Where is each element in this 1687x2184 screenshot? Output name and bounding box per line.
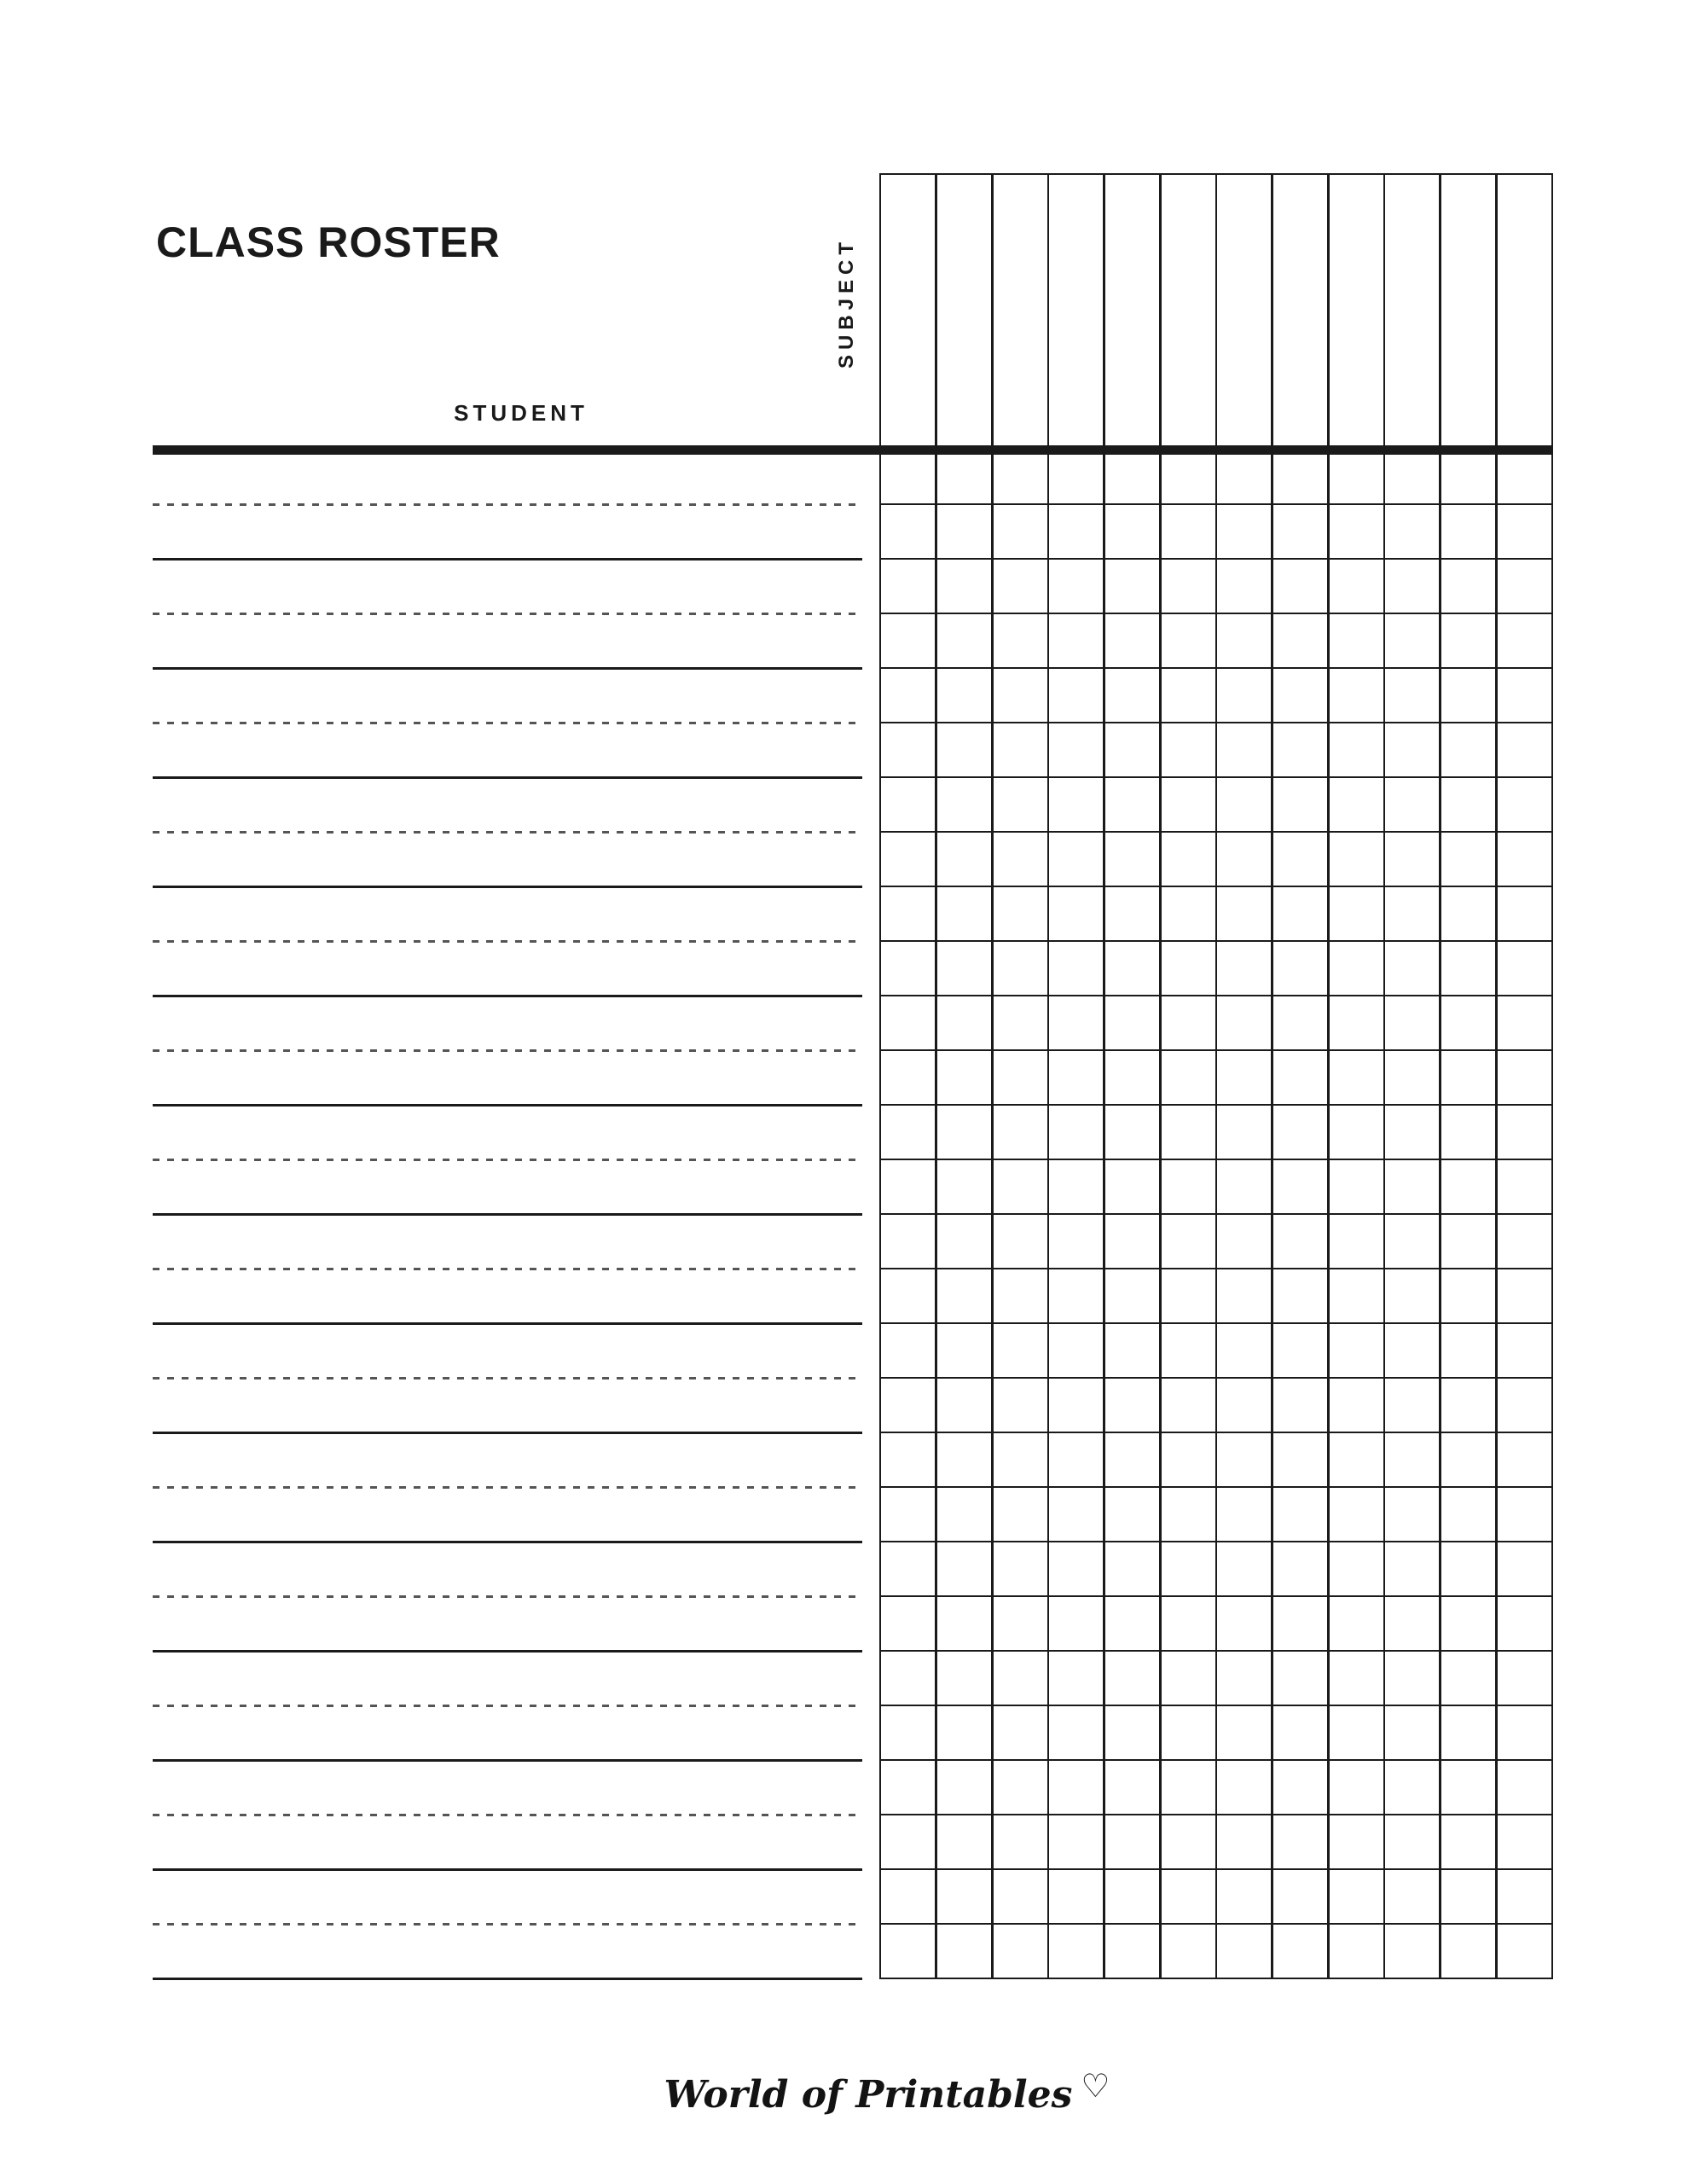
student-name-line xyxy=(153,667,862,670)
student-name-line xyxy=(153,1650,862,1653)
horizontal-grid-line xyxy=(880,722,1552,724)
vertical-grid-line xyxy=(1383,174,1386,1979)
student-name-line xyxy=(153,1868,862,1871)
student-name-line xyxy=(153,1432,862,1434)
student-name-line xyxy=(153,1595,862,1598)
subject-column-header: SUBJECT xyxy=(835,236,858,369)
horizontal-grid-line xyxy=(880,667,1552,670)
student-name-line xyxy=(153,503,862,506)
horizontal-grid-line xyxy=(880,1814,1552,1816)
vertical-grid-line xyxy=(1271,174,1273,1979)
horizontal-grid-line xyxy=(880,1268,1552,1270)
horizontal-grid-line xyxy=(880,613,1552,615)
horizontal-grid-line xyxy=(880,1486,1552,1489)
horizontal-grid-line xyxy=(880,776,1552,779)
vertical-grid-line xyxy=(879,174,882,1979)
brand-logo xyxy=(664,2067,1110,2118)
vertical-grid-line xyxy=(991,174,994,1979)
vertical-grid-line xyxy=(1159,174,1162,1979)
horizontal-grid-line xyxy=(880,1159,1552,1161)
horizontal-grid-line xyxy=(880,558,1552,561)
vertical-grid-line xyxy=(1103,174,1105,1979)
horizontal-grid-line xyxy=(880,1868,1552,1871)
horizontal-grid-line xyxy=(880,1213,1552,1216)
student-name-line xyxy=(153,1486,862,1489)
student-name-line xyxy=(153,1322,862,1325)
horizontal-grid-line xyxy=(880,886,1552,888)
brand-logo-text: World of Printables xyxy=(664,2073,1073,2117)
student-name-line xyxy=(153,1541,862,1543)
student-name-line xyxy=(153,1159,862,1161)
student-name-line xyxy=(153,1978,862,1980)
student-name-line xyxy=(153,613,862,615)
vertical-grid-line xyxy=(1215,174,1218,1979)
student-name-line xyxy=(153,1705,862,1707)
vertical-grid-line xyxy=(1047,174,1050,1979)
vertical-grid-line xyxy=(935,174,937,1979)
student-name-line xyxy=(153,886,862,888)
student-name-line xyxy=(153,1049,862,1052)
student-column-header: STUDENT xyxy=(454,400,588,426)
horizontal-grid-line xyxy=(880,503,1552,506)
horizontal-grid-line xyxy=(880,1104,1552,1107)
vertical-grid-line xyxy=(1495,174,1498,1979)
student-name-line xyxy=(153,940,862,943)
student-name-line xyxy=(153,1268,862,1270)
grid-top-edge xyxy=(879,173,1554,176)
student-name-line xyxy=(153,1377,862,1380)
student-name-line xyxy=(153,995,862,997)
horizontal-grid-line xyxy=(880,1650,1552,1653)
vertical-grid-line xyxy=(1327,174,1330,1979)
horizontal-grid-line xyxy=(880,940,1552,943)
student-name-line xyxy=(153,558,862,561)
heart-icon: ♡ xyxy=(1081,2067,1110,2105)
horizontal-grid-line xyxy=(880,1595,1552,1598)
horizontal-grid-line xyxy=(880,831,1552,834)
horizontal-grid-line xyxy=(880,1705,1552,1707)
student-name-line xyxy=(153,722,862,724)
header-divider-line xyxy=(153,445,1552,455)
horizontal-grid-line xyxy=(880,1541,1552,1543)
horizontal-grid-line xyxy=(880,1978,1552,1980)
student-name-line xyxy=(153,1923,862,1926)
student-name-line xyxy=(153,1104,862,1107)
student-name-line xyxy=(153,1814,862,1816)
vertical-grid-line xyxy=(1551,174,1554,1979)
horizontal-grid-line xyxy=(880,995,1552,997)
horizontal-grid-line xyxy=(880,1759,1552,1762)
horizontal-grid-line xyxy=(880,1432,1552,1434)
horizontal-grid-line xyxy=(880,1923,1552,1926)
horizontal-grid-line xyxy=(880,1049,1552,1052)
student-name-line xyxy=(153,776,862,779)
horizontal-grid-line xyxy=(880,1377,1552,1380)
student-name-line xyxy=(153,1759,862,1762)
vertical-grid-line xyxy=(1439,174,1441,1979)
horizontal-grid-line xyxy=(880,1322,1552,1325)
student-name-line xyxy=(153,831,862,834)
page-title: CLASS ROSTER xyxy=(156,218,501,266)
student-name-line xyxy=(153,1213,862,1216)
